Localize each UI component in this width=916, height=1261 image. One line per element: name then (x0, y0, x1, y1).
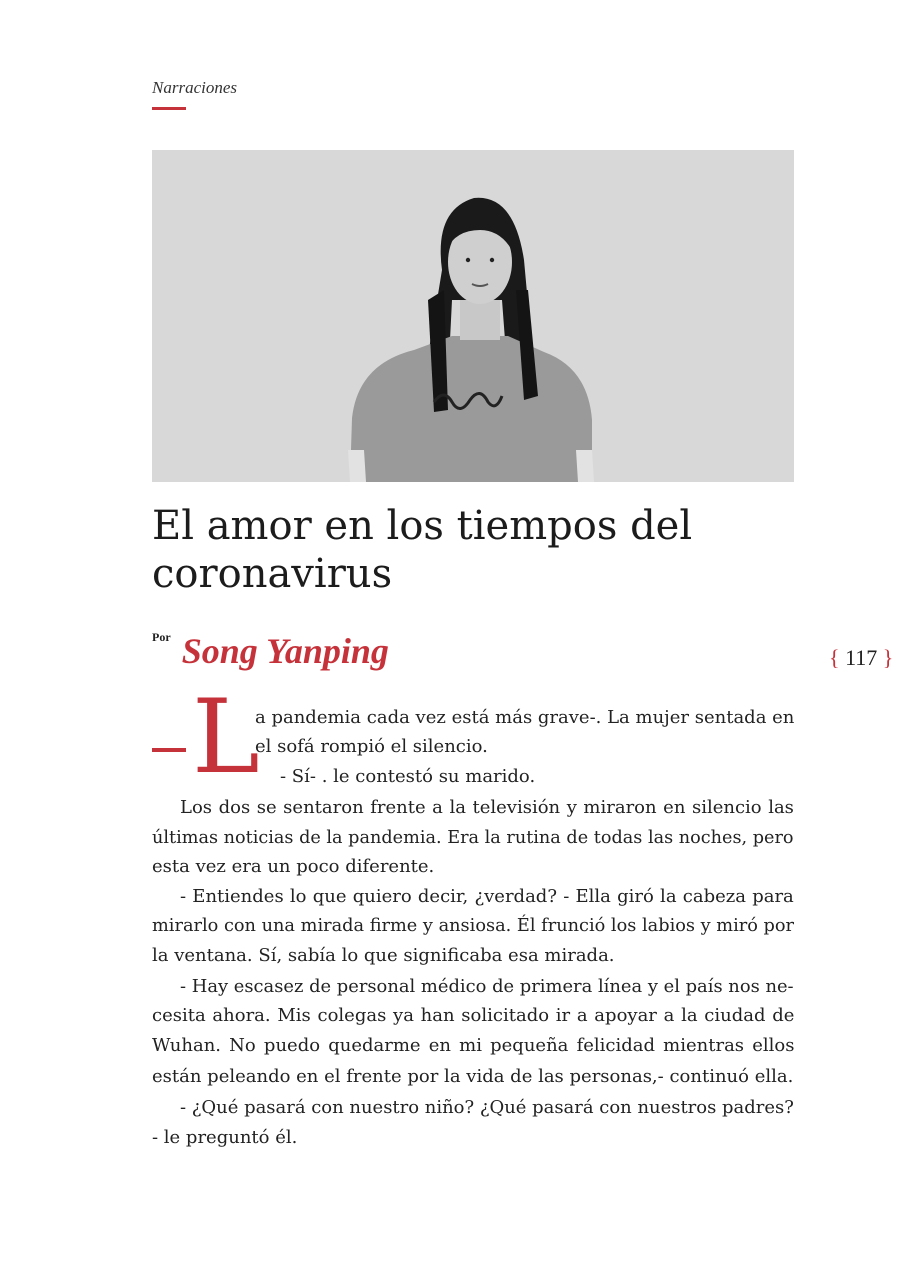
body-line: cesita ahora. Mis colegas ya han solicitado ir a apoyar a la ciudad de (152, 1005, 795, 1026)
body-line: la ventana. Sí, sabía lo que significaba esa mirada. (152, 945, 615, 966)
author-photo (152, 150, 794, 482)
body-line: - Entiendes lo que quiero decir, ¿verdad? - Ella giró la cabeza para (180, 886, 794, 907)
byline-prefix: Por (152, 630, 171, 644)
byline (152, 630, 389, 672)
author-portrait-illustration (152, 150, 794, 482)
title-line-2: coronavirus (152, 551, 393, 597)
body-line: Los dos se sentaron frente a la televisión y miraron en silencio las (180, 797, 794, 818)
body-line: últimas noticias de la pandemia. Era la rutina de todas las noches, pero (152, 827, 794, 848)
body-line: el sofá rompió el silencio. (255, 736, 488, 757)
page-number-value: 117 (845, 645, 878, 670)
body-line: - ¿Qué pasará con nuestro niño? ¿Qué pasará con nuestros padres? (180, 1097, 794, 1118)
page-number (829, 645, 893, 671)
author-name: Song Yanping (181, 631, 389, 671)
body-line: mirarlo con una mirada firme y ansiosa. Él frunció los labios y miró por (152, 915, 795, 936)
body-line: están peleando en el frente por la vida de las personas,- continuó ella. (152, 1066, 794, 1087)
body-line: Wuhan. No puedo quedarme en mi pequeña felicidad mientras ellos (152, 1035, 795, 1056)
dropcap-rule (152, 748, 186, 752)
title-line-1: El amor en los tiempos del (152, 503, 693, 549)
body-line: - le preguntó él. (152, 1127, 298, 1148)
body-line: a pandemia cada vez está más grave-. La mujer sentada en (255, 707, 795, 728)
section-label: Narraciones (152, 78, 237, 97)
body-line: - Hay escasez de personal médico de primera línea y el país nos ne- (180, 976, 794, 997)
body-line: esta vez era un poco diferente. (152, 856, 435, 877)
page-number-close-brace: } (882, 645, 894, 670)
body-line: - Sí- . le contestó su marido. (280, 766, 536, 787)
section-rule (152, 107, 186, 110)
article-title (152, 502, 752, 598)
page-number-open-brace: { (829, 645, 840, 670)
drop-cap-letter: L (192, 678, 260, 797)
